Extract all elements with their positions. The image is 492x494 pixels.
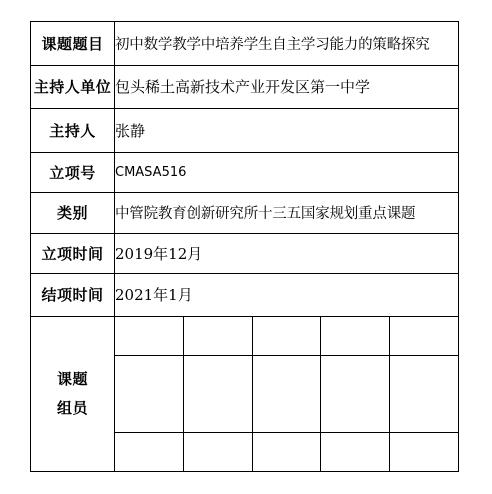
row-project-number: [31, 152, 458, 192]
label-team-line2: 组员: [56, 398, 88, 417]
value-host: 张静: [115, 108, 459, 152]
member-cell: [321, 432, 390, 471]
row-host: [31, 108, 458, 152]
member-cell: [252, 317, 321, 356]
row-category: [31, 192, 458, 233]
member-cell: [115, 432, 184, 471]
label-host-unit: 主持人单位: [31, 65, 115, 108]
project-info-table: [31, 22, 458, 471]
label-host: 主持人: [31, 108, 115, 152]
label-end-date: 结项时间: [31, 273, 115, 316]
value-end-date: 2021年1月: [115, 273, 459, 316]
member-cell: [389, 432, 458, 471]
value-project-number: CMASA516: [115, 152, 459, 192]
row-end-date: [31, 273, 458, 316]
value-project-title: 初中数学教学中培养学生自主学习能力的策略探究: [115, 22, 459, 65]
project-info-sheet: [30, 21, 459, 472]
row-host-unit: [31, 65, 458, 108]
row-team-members: [31, 316, 458, 471]
label-project-number: 立项号: [31, 152, 115, 192]
value-category: 中管院教育创新研究所十三五国家规划重点课题: [115, 192, 459, 233]
member-cell: [252, 355, 321, 432]
member-row: [115, 355, 458, 432]
member-cell: [321, 355, 390, 432]
row-start-date: [31, 233, 458, 273]
member-cell: [389, 317, 458, 356]
value-host-unit: 包头稀土高新技术产业开发区第一中学: [115, 65, 459, 108]
member-cell: [115, 355, 184, 432]
label-team-line1: 课题: [56, 369, 88, 388]
row-project-title: [31, 22, 458, 65]
member-row: [115, 432, 458, 471]
member-cell: [321, 317, 390, 356]
member-cell: [252, 432, 321, 471]
label-team-members: [31, 316, 115, 471]
label-project-title: 课题题目: [31, 22, 115, 65]
member-cell: [389, 355, 458, 432]
member-cell: [184, 317, 253, 356]
member-cell: [184, 432, 253, 471]
member-row: [115, 317, 458, 356]
team-members-grid: [115, 316, 459, 471]
members-table: [115, 317, 458, 472]
member-cell: [184, 355, 253, 432]
value-start-date: 2019年12月: [115, 233, 459, 273]
member-cell: [115, 317, 184, 356]
label-category: 类别: [31, 192, 115, 233]
label-start-date: 立项时间: [31, 233, 115, 273]
